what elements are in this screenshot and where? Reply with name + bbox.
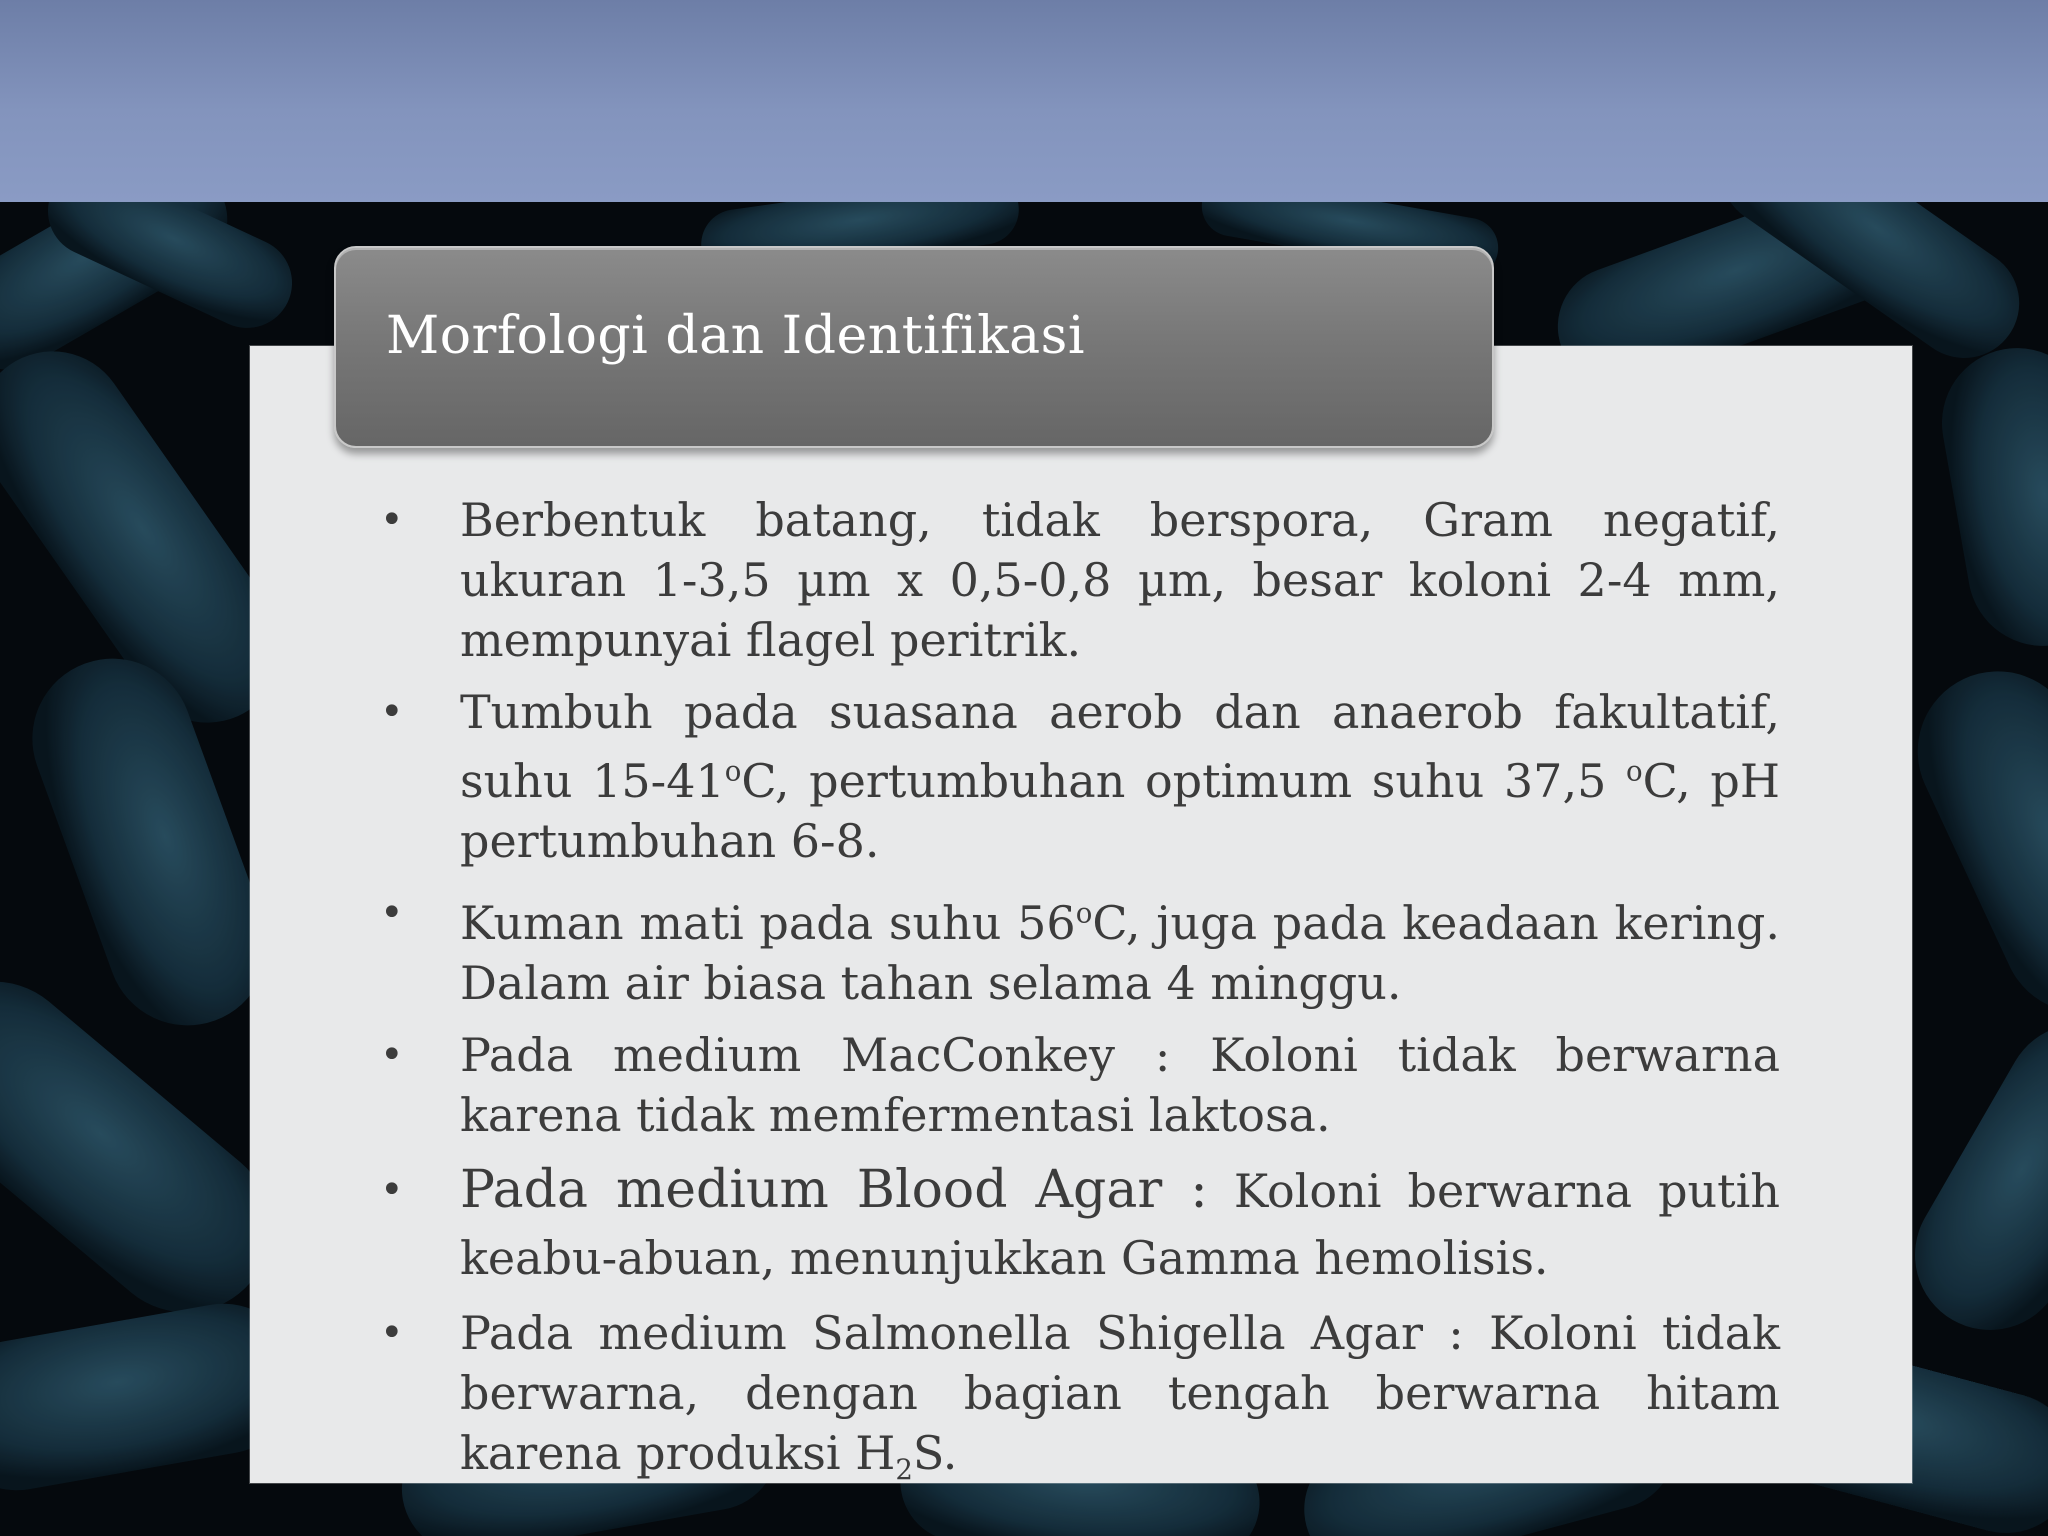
- bullet-text: Pada medium MacConkey : Koloni tidak berwarna karena tidak memfermentasi laktosa.: [460, 1027, 1780, 1142]
- bullet-text: Pada medium Salmonella Shigella Agar : Koloni tidak berwarna, dengan bagian tengah berwarna hitam karena produksi $H_2S$.: [460, 1305, 1780, 1486]
- bullet-list: [380, 490, 1780, 1512]
- bullet-dot: •: [380, 1309, 404, 1356]
- bullet-dot: •: [380, 689, 404, 735]
- bullet-text: Kuman mati pada suhu 56$^o$C, juga pada keadaan kering. Dalam air biasa tahan selama 4 minggu.: [460, 895, 1780, 1010]
- bullet-text: Berbentuk batang, tidak berspora, Gram negatif, ukuran 1-3,5 µm x 0,5-0,8 µm, besar koloni 2-4 mm, mempunyai flagel peritrik.: [460, 493, 1780, 667]
- bullet-dot: •: [380, 890, 404, 937]
- bullet-item: [380, 883, 1780, 1012]
- bullet-item: [380, 1303, 1780, 1500]
- slide-title: Morfologi dan Identifikasi: [386, 306, 1085, 366]
- bullet-text: Tumbuh pada suasana aerob dan anaerob fakultatif, suhu 15-41$^o$C, pertumbuhan optimum suhu 37,5 $^o$C, pH pertumbuhan 6-8.: [460, 685, 1780, 869]
- header-band: [0, 0, 2048, 202]
- bullet-item: [380, 682, 1780, 871]
- bullet-dot: •: [380, 1166, 404, 1213]
- bullet-item: [380, 1025, 1780, 1145]
- bullet-dot: •: [380, 1031, 404, 1078]
- bullet-text: Pada medium Blood Agar : Koloni berwarna putih keabu-abuan, menunjukkan Gamma hemolisis.: [460, 1159, 1780, 1285]
- bullet-item: [380, 1157, 1780, 1291]
- bullet-item: [380, 490, 1780, 670]
- bullet-dot: •: [380, 497, 404, 543]
